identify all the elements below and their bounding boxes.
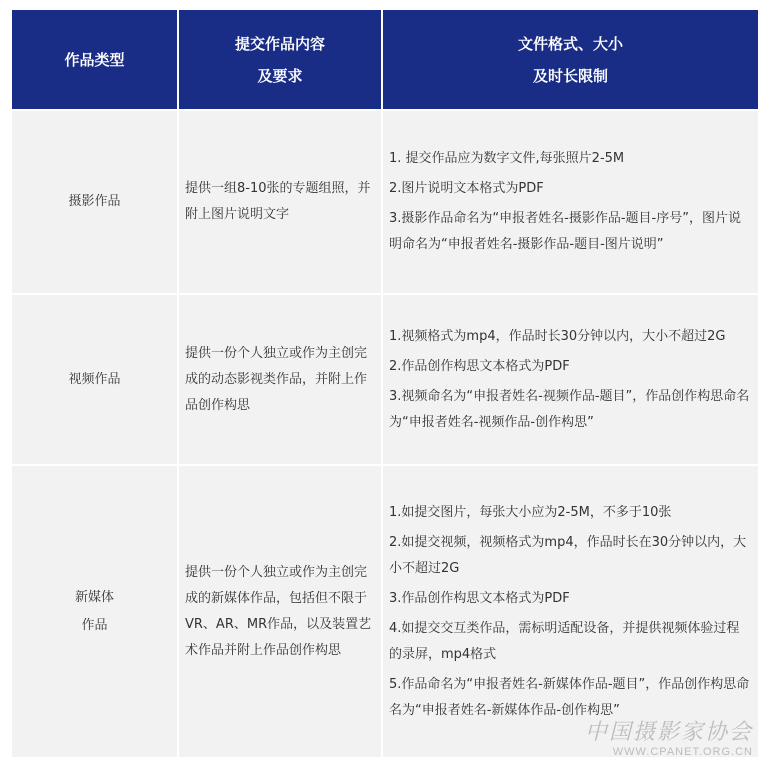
- row-photo-type: [12, 111, 177, 293]
- limit-item: 4.如提交交互类作品，需标明适配设备，并提供视频体验过程的录屏，mp4格式: [389, 620, 740, 662]
- limit-item: 3.作品创作构思文本格式为PDF: [389, 590, 570, 606]
- row-newmedia-limits: [383, 466, 758, 757]
- row-video-content: [179, 295, 381, 464]
- row-photo-limits: [383, 111, 758, 293]
- limit-item: 1.如提交图片，每张大小应为2-5M，不多于10张: [389, 504, 672, 520]
- type-label-line2: 作品: [81, 617, 108, 633]
- requirements-table: [12, 10, 754, 757]
- limit-item: 3.视频命名为“申报者姓名-视频作品-题目”，作品创作构思命名为“申报者姓名-视频作品-创作构思”: [389, 388, 750, 430]
- limit-item: 3.摄影作品命名为“申报者姓名-摄影作品-题目-序号”，图片说明命名为“申报者姓名-摄影作品-题目-图片说明”: [389, 211, 741, 252]
- header-file-limits: [383, 10, 758, 109]
- header-limits-line1: 文件格式、大小: [517, 34, 623, 53]
- row-photo-content: [179, 111, 381, 293]
- limit-item: 2.图片说明文本格式为PDF: [389, 181, 544, 196]
- limit-item: 2.作品创作构思文本格式为PDF: [389, 358, 570, 374]
- row-video-type: [12, 295, 177, 464]
- header-submission-content: [179, 10, 381, 109]
- limit-item: 1. 提交作品应为数字文件,每张照片2-5M: [389, 151, 625, 166]
- watermark-chinese: 中国摄影家协会: [584, 720, 753, 745]
- type-label: 视频作品: [68, 371, 121, 387]
- row-video-limits: [383, 295, 758, 464]
- header-work-type: [12, 10, 177, 109]
- watermark-url: WWW.CPANET.ORG.CN: [612, 746, 753, 758]
- type-label-line1: 新媒体: [74, 589, 114, 605]
- header-limits-line2: 及时长限制: [532, 66, 608, 85]
- header-submission-line2: 及要求: [257, 66, 303, 85]
- row-newmedia-type: [12, 466, 177, 757]
- limit-item: 1.视频格式为mp4，作品时长30分钟以内，大小不超过2G: [389, 328, 726, 344]
- limit-item: 2.如提交视频，视频格式为mp4，作品时长在30分钟以内，大小不超过2G: [389, 534, 747, 576]
- limit-item: 5.作品命名为“申报者姓名-新媒体作品-题目”，作品创作构思命名为“申报者姓名-新媒体作品-创作构思”: [389, 676, 750, 718]
- content-text: 提供一份个人独立或作为主创完成的新媒体作品，包括但不限于VR、AR、MR作品，以及装置艺术作品并附上作品创作构思: [185, 564, 372, 658]
- header-work-type-label: 作品类型: [64, 50, 125, 69]
- content-text: 提供一份个人独立或作为主创完成的动态影视类作品，并附上作品创作构思: [185, 345, 368, 413]
- header-submission-line1: 提交作品内容: [234, 34, 325, 53]
- watermark: [585, 715, 753, 758]
- type-label: 摄影作品: [68, 194, 121, 209]
- row-newmedia-content: [179, 466, 381, 757]
- content-text: 提供一组8-10张的专题组照，并附上图片说明文字: [185, 181, 371, 222]
